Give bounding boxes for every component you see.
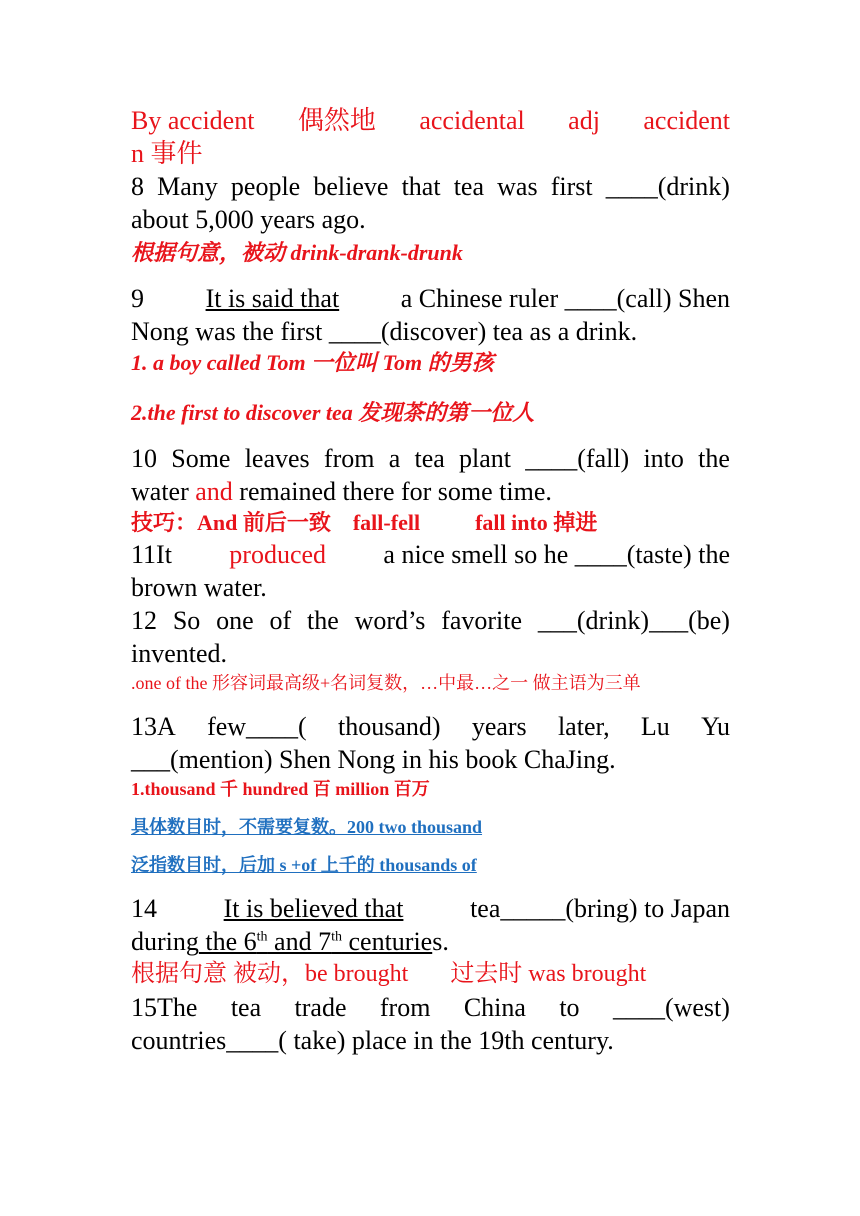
word: of (269, 606, 292, 635)
word: 8 (131, 172, 144, 201)
note-9b: 2.the first to discover tea 发现茶的第一位人 (131, 400, 535, 425)
note-14: 根据句意 被动，be brought 过去时 was brought (131, 961, 647, 987)
question-12-line-2: invented. (131, 639, 228, 668)
word: was (497, 172, 538, 201)
vocab-by-accident: By accident (131, 106, 255, 135)
vocab-accident: accident (643, 106, 730, 135)
word: Many (157, 172, 218, 201)
question-11-line-1: 11It produced a nice smell so he ____(taste) the (131, 540, 730, 569)
question-13-line-1 (131, 710, 730, 743)
highlight-and: and (195, 477, 233, 506)
word: favorite (441, 606, 523, 635)
word: ___(drink)___(be) (537, 606, 730, 635)
vocab-accidental: accidental (419, 106, 525, 135)
question-8-line-1 (131, 170, 730, 203)
word: Yu (701, 712, 730, 741)
word: thousand) (337, 712, 441, 741)
word: from (323, 444, 375, 473)
question-9-line-1: 9 It is said that a Chinese ruler ____(call) Shen (131, 284, 730, 313)
word: believe (313, 172, 389, 201)
word: plant (459, 444, 512, 473)
word: Lu (640, 712, 670, 741)
vocab-noun-line: n 事件 (131, 139, 203, 168)
note-13a: 1.thousand 千 hundred 百 million 百万 (131, 779, 430, 799)
word: 13A (131, 712, 176, 741)
underlined-phrase: It is believed that (223, 894, 404, 923)
word: from (379, 993, 431, 1022)
word: later, (557, 712, 610, 741)
note-10: 技巧：And 前后一致 fall-fell fall into 掉进 (131, 510, 598, 535)
note-9a: 1. a boy called Tom 一位叫 Tom 的男孩 (131, 350, 494, 375)
word: one (216, 606, 254, 635)
word: people (230, 172, 301, 201)
word: that (401, 172, 441, 201)
question-8-line-2: about 5,000 years ago. (131, 205, 366, 234)
word: tea (414, 444, 445, 473)
word: 10 (131, 444, 157, 473)
word: 12 (131, 606, 157, 635)
word: Some (171, 444, 231, 473)
word: into (643, 444, 684, 473)
note-13c: 泛指数目时，后加 s +of 上千的 thousands of (131, 855, 477, 875)
question-10-line-1 (131, 442, 730, 475)
word: tea (453, 172, 484, 201)
word: a (388, 444, 401, 473)
word: trade (294, 993, 347, 1022)
word: to (559, 993, 580, 1022)
note-13b: 具体数目时，不需要复数。200 two thousand (131, 817, 483, 837)
word: ____(drink) (605, 172, 730, 201)
word: first (550, 172, 593, 201)
question-14-line-2: during the 6th and 7th centuries. (131, 927, 449, 956)
note-8: 根据句意，被动 drink-drank-drunk (131, 240, 463, 265)
question-11-line-2: brown water. (131, 573, 267, 602)
question-10-line-2: water and remained there for some time. (131, 477, 552, 506)
word: the (698, 444, 730, 473)
underlined-phrase: It is said that (205, 284, 340, 313)
word: years (471, 712, 527, 741)
word: 15The (131, 993, 198, 1022)
word: tea (230, 993, 262, 1022)
document-page (131, 104, 730, 1057)
question-13-line-2: ___(mention) Shen Nong in his book ChaJing. (131, 745, 616, 774)
underlined-centuries: the 6th and 7th centurie (198, 927, 433, 956)
question-9-line-2: Nong was the first ____(discover) tea as a drink. (131, 317, 638, 346)
question-15-line-2: countries____( take) place in the 19th century. (131, 1026, 614, 1055)
word: few____( (207, 712, 307, 741)
word: ____(west) (612, 993, 730, 1022)
vocab-meaning: 偶然地 (297, 106, 376, 135)
question-15-line-1 (131, 991, 730, 1024)
word: the (307, 606, 339, 635)
word: China (463, 993, 526, 1022)
highlight-produced: produced (229, 540, 327, 569)
vocab-adj: adj (568, 106, 600, 135)
word: word’s (354, 606, 426, 635)
vocab-line (131, 104, 730, 137)
question-14-line-1: 14 It is believed that tea_____(bring) to Japan (131, 894, 730, 923)
note-12: .one of the 形容词最高级+名词复数，…中最…之一 做主语为三单 (131, 673, 641, 693)
word: leaves (244, 444, 310, 473)
question-12-line-1 (131, 604, 730, 637)
word: ____(fall) (525, 444, 630, 473)
word: So (172, 606, 201, 635)
